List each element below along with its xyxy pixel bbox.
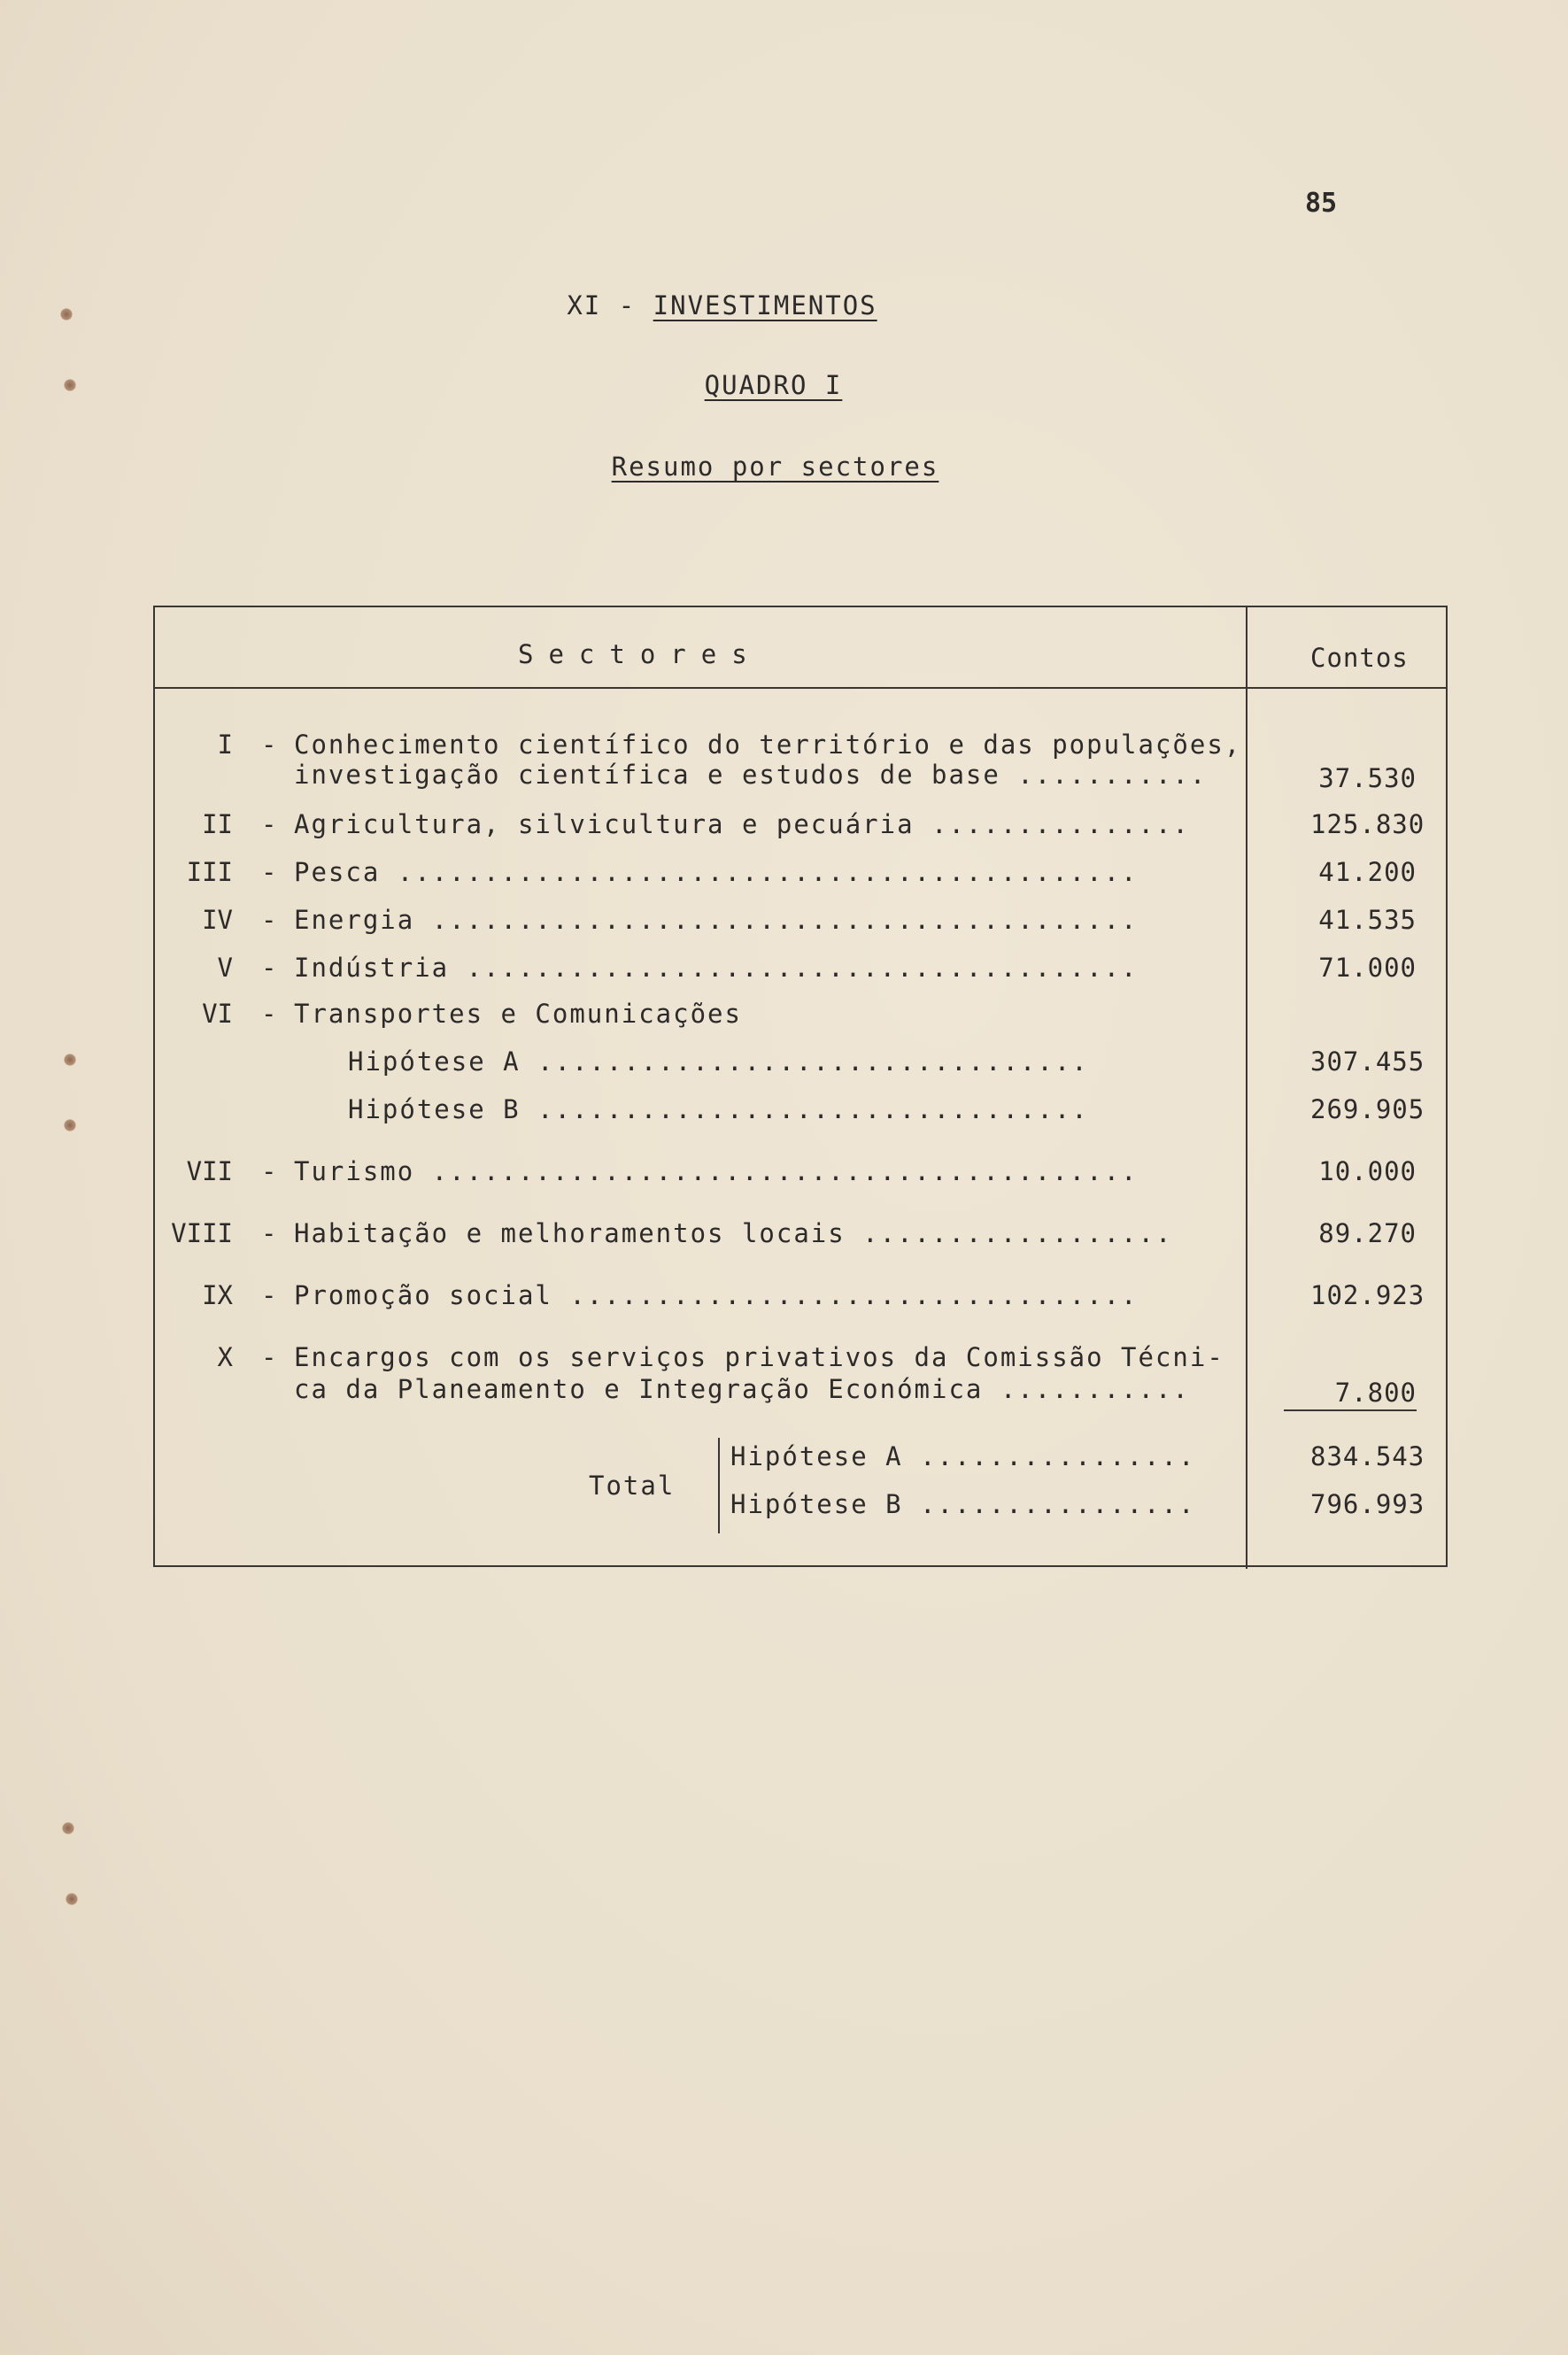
row-dash: - [261,730,277,760]
row-label: Hipótese B ................................ [348,1094,1089,1124]
chapter-roman: XI [567,290,602,320]
row-number: I [217,730,233,760]
row-number: III [186,857,233,887]
row-dash: - [261,809,277,839]
header-sectores: Sectores [518,639,762,669]
row-dash: - [261,905,277,935]
row-number: X [217,1342,233,1372]
page-number: 85 [1305,188,1338,219]
row-value: 41.200 [1318,857,1417,887]
chapter-dash: - [618,290,637,320]
table-title [0,370,1557,400]
row-label: Conhecimento científico do território e das populações, [294,730,1242,760]
punch-hole [62,1822,74,1834]
row-dash: - [261,1156,277,1186]
row-value: 41.535 [1318,905,1417,935]
row-label: investigação científica e estudos de base ........... [294,760,1208,790]
row-value: 269.905 [1310,1094,1425,1124]
row-value: 307.455 [1310,1046,1425,1077]
punch-hole [64,1119,76,1131]
row-number: VIII [171,1218,233,1248]
total-bracket [718,1438,720,1533]
row-value: 7.800 [1284,1378,1417,1411]
row-value: 102.923 [1310,1280,1425,1310]
row-dash: - [261,999,277,1029]
row-value: 37.530 [1318,763,1417,793]
header-divider [155,687,1446,689]
investment-table [153,606,1448,1567]
row-label: Pesca ........................................... [294,857,1139,887]
row-number: IX [202,1280,233,1310]
row-value: 10.000 [1318,1156,1417,1186]
row-label: Agricultura, silvicultura e pecuária ............... [294,809,1190,839]
row-label: Encargos com os serviços privativos da Comissão Técni- [294,1342,1224,1372]
total-label: Total [589,1471,676,1501]
chapter-heading [0,290,1506,320]
row-label: Hipótese A ................................ [348,1046,1089,1077]
punch-hole [66,1893,78,1905]
row-number: II [202,809,233,839]
row-value: 89.270 [1318,1218,1417,1248]
row-dash: - [261,1280,277,1310]
row-value: 125.830 [1310,809,1425,839]
subtitle-text: Resumo por sectores [611,452,939,482]
row-number: IV [202,905,233,935]
punch-hole [64,1054,76,1066]
row-value: 71.000 [1318,953,1417,983]
table-title-text: QUADRO I [704,370,843,400]
row-label: Transportes e Comunicações [294,999,742,1029]
row-label: Turismo ......................................... [294,1156,1139,1186]
row-number: VII [186,1156,233,1186]
column-divider [1246,606,1247,1569]
total-value-a: 834.543 [1310,1441,1425,1471]
total-hipotese-b: Hipótese B ................ [730,1489,1196,1519]
header-contos: Contos [1310,643,1409,673]
row-label: Promoção social ................................. [294,1280,1139,1310]
row-number: V [217,953,233,983]
row-dash: - [261,1218,277,1248]
row-label: Energia ......................................... [294,905,1139,935]
subtitle [0,452,1559,482]
row-label: Indústria ....................................... [294,953,1139,983]
total-value-b: 796.993 [1310,1489,1425,1519]
row-label: Habitação e melhoramentos locais .................. [294,1218,1173,1248]
row-dash: - [261,857,277,887]
total-hipotese-a: Hipótese A ................ [730,1441,1196,1471]
row-label: ca da Planeamento e Integração Económica ........... [294,1374,1190,1404]
row-dash: - [261,1342,277,1372]
row-number: VI [202,999,233,1029]
chapter-title: INVESTIMENTOS [653,290,877,320]
row-dash: - [261,953,277,983]
